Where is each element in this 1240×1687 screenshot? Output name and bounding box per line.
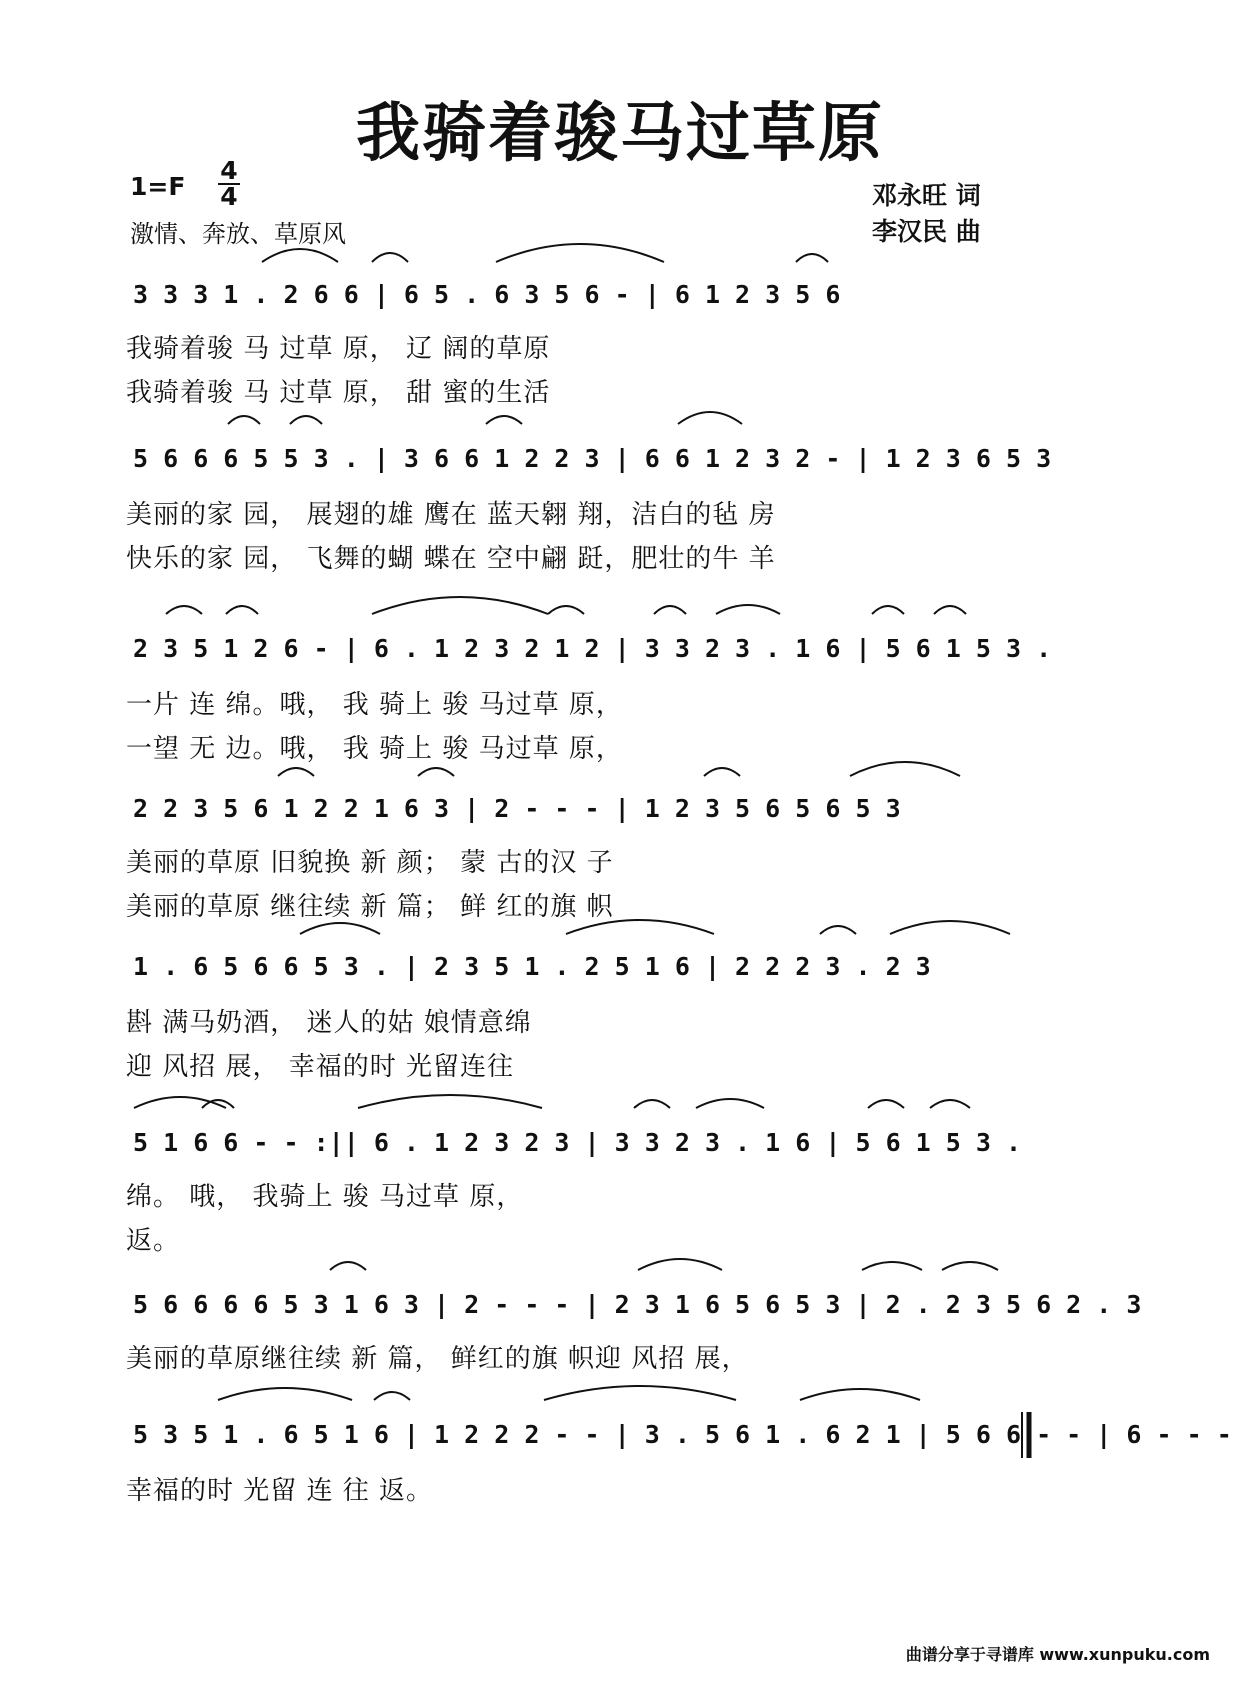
lyric-row-5-verse-1: 斟 满马奶酒， 迷人的姑 娘情意绵 [126,1008,532,1038]
slur-row-3-e [654,606,686,614]
lyricist-credit: 邓永旺 词 [872,181,981,210]
slur-row-7-a [330,1262,366,1270]
slur-row-8-d [800,1389,920,1400]
lyric-row-4-verse-1: 美丽的草原 旧貌换 新 颜； 蒙 古的汉 子 [126,848,614,878]
slur-row-7-b [638,1259,722,1270]
slur-row-2-c [486,416,522,424]
key-signature: 1=F [130,172,186,201]
slur-row-3-f [716,605,780,614]
slur-row-6-a [134,1097,226,1108]
lyric-row-5-verse-2: 迎 风招 展， 幸福的时 光留连往 [126,1052,515,1082]
slur-row-1-a [262,249,338,262]
notation-row-3: 2 3 5 1 2 6 - | 6 . 1 2 3 2 1 2 | 3 3 2 3 . 1 6 | 5 6 1 5 3 . [133,634,1052,663]
footer-credit: 曲谱分享于寻谱库 www.xunpuku.com [905,1645,1210,1664]
slur-row-8-b [374,1392,410,1400]
slur-row-6-d [634,1100,670,1108]
slur-row-6-c [358,1095,542,1108]
notation-row-6: 5 1 6 6 - - :|| 6 . 1 2 3 2 3 | 3 3 2 3 . 1 6 | 5 6 1 5 3 . [133,1128,1022,1157]
slur-row-4-b [418,768,454,776]
slur-row-7-d [942,1262,998,1270]
slur-row-5-b [566,920,714,934]
time-signature-top: 4 [220,156,238,185]
slur-row-3-c [372,597,548,614]
notation-row-5: 1 . 6 5 6 6 5 3 . | 2 3 5 1 . 2 5 1 6 | 2 2 2 3 . 2 3 [133,952,931,981]
lyric-row-1-verse-2: 我骑着骏 马 过草 原， 甜 蜜的生活 [126,378,551,408]
slur-row-1-d [796,254,828,262]
slur-row-5-c [820,926,856,934]
slur-row-6-e [696,1099,764,1108]
slur-row-3-g [872,606,904,614]
notation-row-2: 5 6 6 6 5 5 3 . | 3 6 6 1 2 2 3 | 6 6 1 2 3 2 - | 1 2 3 6 5 3 [133,444,1052,473]
notation-row-1: 3 3 3 1 . 2 6 6 | 6 5 . 6 3 5 6 - | 6 1 2 3 5 6 [133,280,841,309]
notation-row-4: 2 2 3 5 6 1 2 2 1 6 3 | 2 - - - | 1 2 3 5 6 5 6 5 3 [133,794,901,823]
slur-row-6-g [930,1100,970,1108]
slur-row-8-a [218,1388,352,1400]
slur-row-6-f [868,1100,904,1108]
notation-row-8: 5 3 5 1 . 6 5 1 6 | 1 2 2 2 - - | 3 . 5 6 1 . 6 2 1 | 5 6 6 - - | 6 - - - [133,1420,1232,1449]
song-title: 我骑着骏马过草原 [356,97,884,171]
tempo-marking: 激情、奔放、草原风 [130,220,346,248]
slur-row-3-h [934,606,966,614]
lyric-row-2-verse-2: 快乐的家 园， 飞舞的蝴 蝶在 空中翩 跹，肥壮的牛 羊 [126,544,776,574]
slur-row-3-a [166,606,202,614]
lyric-row-1-verse-1: 我骑着骏 马 过草 原， 辽 阔的草原 [126,334,551,364]
slur-row-1-b [372,253,408,262]
lyric-row-2-verse-1: 美丽的家 园， 展翅的雄 鹰在 蓝天翱 翔，洁白的毡 房 [126,500,776,530]
slur-row-4-c [704,768,740,776]
slur-row-2-a [228,416,260,424]
slur-row-2-b [290,416,322,424]
slur-row-3-d [548,606,584,614]
slur-row-2-d [678,412,742,424]
lyric-row-7: 美丽的草原继往续 新 篇， 鲜红的旗 帜迎 风招 展， [126,1344,749,1374]
slur-row-5-a [300,923,380,934]
time-signature-bottom: 4 [220,182,238,211]
lyric-row-8: 幸福的时 光留 连 往 返。 [126,1476,434,1506]
lyric-row-6-verse-2: 返。 [126,1226,181,1256]
slur-row-5-d [890,921,1010,934]
slur-row-4-a [278,768,314,776]
lyric-row-3-verse-2: 一望 无 边。哦， 我 骑上 骏 马过草 原， [126,734,623,764]
slur-row-4-d [850,762,960,776]
lyric-row-4-verse-2: 美丽的草原 继往续 新 篇； 鲜 红的旗 帜 [126,892,614,922]
slur-row-7-c [862,1262,922,1270]
slur-row-8-c [544,1386,736,1400]
lyric-row-3-verse-1: 一片 连 绵。哦， 我 骑上 骏 马过草 原， [126,690,623,720]
lyric-row-6-verse-1: 绵。 哦， 我骑上 骏 马过草 原， [126,1182,524,1212]
slur-row-3-b [226,606,258,614]
composer-credit: 李汉民 曲 [872,217,981,246]
slur-row-1-c [496,244,664,262]
notation-row-7: 5 6 6 6 6 5 3 1 6 3 | 2 - - - | 2 3 1 6 5 6 5 3 | 2 . 2 3 5 6 2 . 3 [133,1290,1142,1319]
